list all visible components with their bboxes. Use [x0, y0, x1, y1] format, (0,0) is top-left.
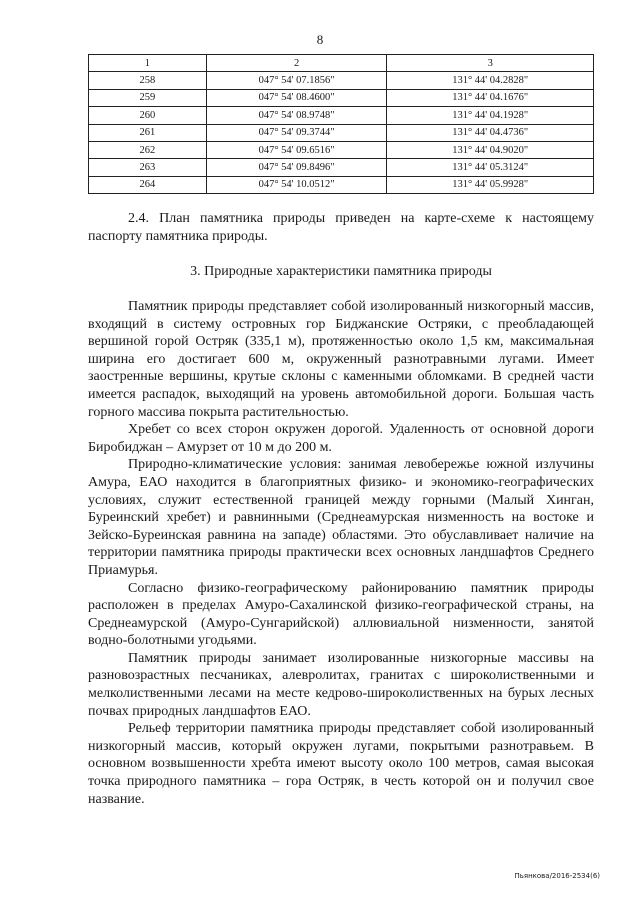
longitude-cell: 131° 44' 04.2828": [387, 72, 594, 89]
table-row: [89, 176, 594, 193]
paragraph: Памятник природы занимает изолированные низкогорные массивы на разновозрастных песчаниках, алевролитах, гранитах с широколиственными и мелколиственными лесами на месте кедрово-широколиственных на бурых лесных почвах природных ландшафтов ЕАО.: [88, 650, 594, 719]
longitude-cell: 131° 44' 05.9928": [387, 176, 594, 193]
latitude-cell: 047° 54' 10.0512": [206, 176, 387, 193]
longitude-cell: 131° 44' 04.1676": [387, 89, 594, 106]
paragraph: Согласно физико-географическому районированию памятник природы расположен в пределах Амуро-Сахалинской физико-географической страны, на Среднеамурской (Амуро-Сунгарийской) аллювиальной низменности, занятой водно-болотными угодьями.: [88, 580, 594, 649]
latitude-cell: 047° 54' 08.4600": [206, 89, 387, 106]
longitude-cell: 131° 44' 05.3124": [387, 159, 594, 176]
section-3-body: [88, 298, 594, 808]
table-row: [89, 89, 594, 106]
point-number: 262: [89, 141, 207, 158]
table-row: [89, 107, 594, 124]
latitude-cell: 047° 54' 09.6516": [206, 141, 387, 158]
latitude-cell: 047° 54' 08.9748": [206, 107, 387, 124]
point-number: 263: [89, 159, 207, 176]
table-row: [89, 141, 594, 158]
point-number: 261: [89, 124, 207, 141]
table-row: [89, 72, 594, 89]
longitude-cell: 131° 44' 04.1928": [387, 107, 594, 124]
section-2-4-text: 2.4. План памятника природы приведен на карте-схеме к настоящему паспорту памятника природы.: [88, 211, 594, 244]
point-number: 260: [89, 107, 207, 124]
paragraph: Природно-климатические условия: занимая левобережье южной излучины Амура, ЕАО находится в благоприятных физико- и экономико-географических условиях, служит естественной границей между горными (Малый Хинган, Буреинский хребет) и равнинными (Среднеамурская низменность на востоке и Зейско-Буреинская равнина на западе) областями. Это обуславливает наличие на территории памятника природы практически всех основных ландшафтов Среднего Приамурья.: [88, 457, 594, 578]
latitude-cell: 047° 54' 09.3744": [206, 124, 387, 141]
table-row: [89, 124, 594, 141]
footer-code: Пьянкова/2016-2534(6): [514, 872, 600, 880]
paragraph: Рельеф территории памятника природы представляет собой изолированный низкогорный массив, который окружен лугами, покрытыми разнотравьем. В основном возвышенности хребта имеют высоту около 100 метров, самая высокая точка природного памятника – гора Остряк, в честь которой он и получил свое название.: [88, 721, 594, 807]
section-2-4: [88, 210, 594, 245]
page-number: 8: [316, 32, 324, 47]
table-row: [89, 159, 594, 176]
section-3-heading: 3. Природные характеристики памятника природы: [190, 264, 492, 279]
point-number: 258: [89, 72, 207, 89]
column-header: 2: [206, 55, 387, 72]
latitude-cell: 047° 54' 09.8496": [206, 159, 387, 176]
table-header-row: [89, 55, 594, 72]
paragraph: Хребет со всех сторон окружен дорогой. Удаленность от основной дороги Биробиджан – Амурзет от 10 м до 200 м.: [88, 422, 594, 455]
longitude-cell: 131° 44' 04.9020": [387, 141, 594, 158]
column-header: 3: [387, 55, 594, 72]
coordinates-table: [88, 54, 594, 194]
latitude-cell: 047° 54' 07.1856": [206, 72, 387, 89]
point-number: 264: [89, 176, 207, 193]
longitude-cell: 131° 44' 04.4736": [387, 124, 594, 141]
point-number: 259: [89, 89, 207, 106]
column-header: 1: [89, 55, 207, 72]
paragraph: Памятник природы представляет собой изолированный низкогорный массив, входящий в систему островных гор Биджанские Остряки, с преобладающей вершиной горой Остряк (335,1 м), протяженностью около 1,5 км, максимальная ширина его достигает 600 м, окруженный разнотравными лугами. Имеет заостренные вершины, крутые склоны с каменными обломками. В средней части имеется распадок, выходящий на уровень автомобильной дороги. Большая часть горного массива покрыта растительностью.: [88, 299, 594, 420]
